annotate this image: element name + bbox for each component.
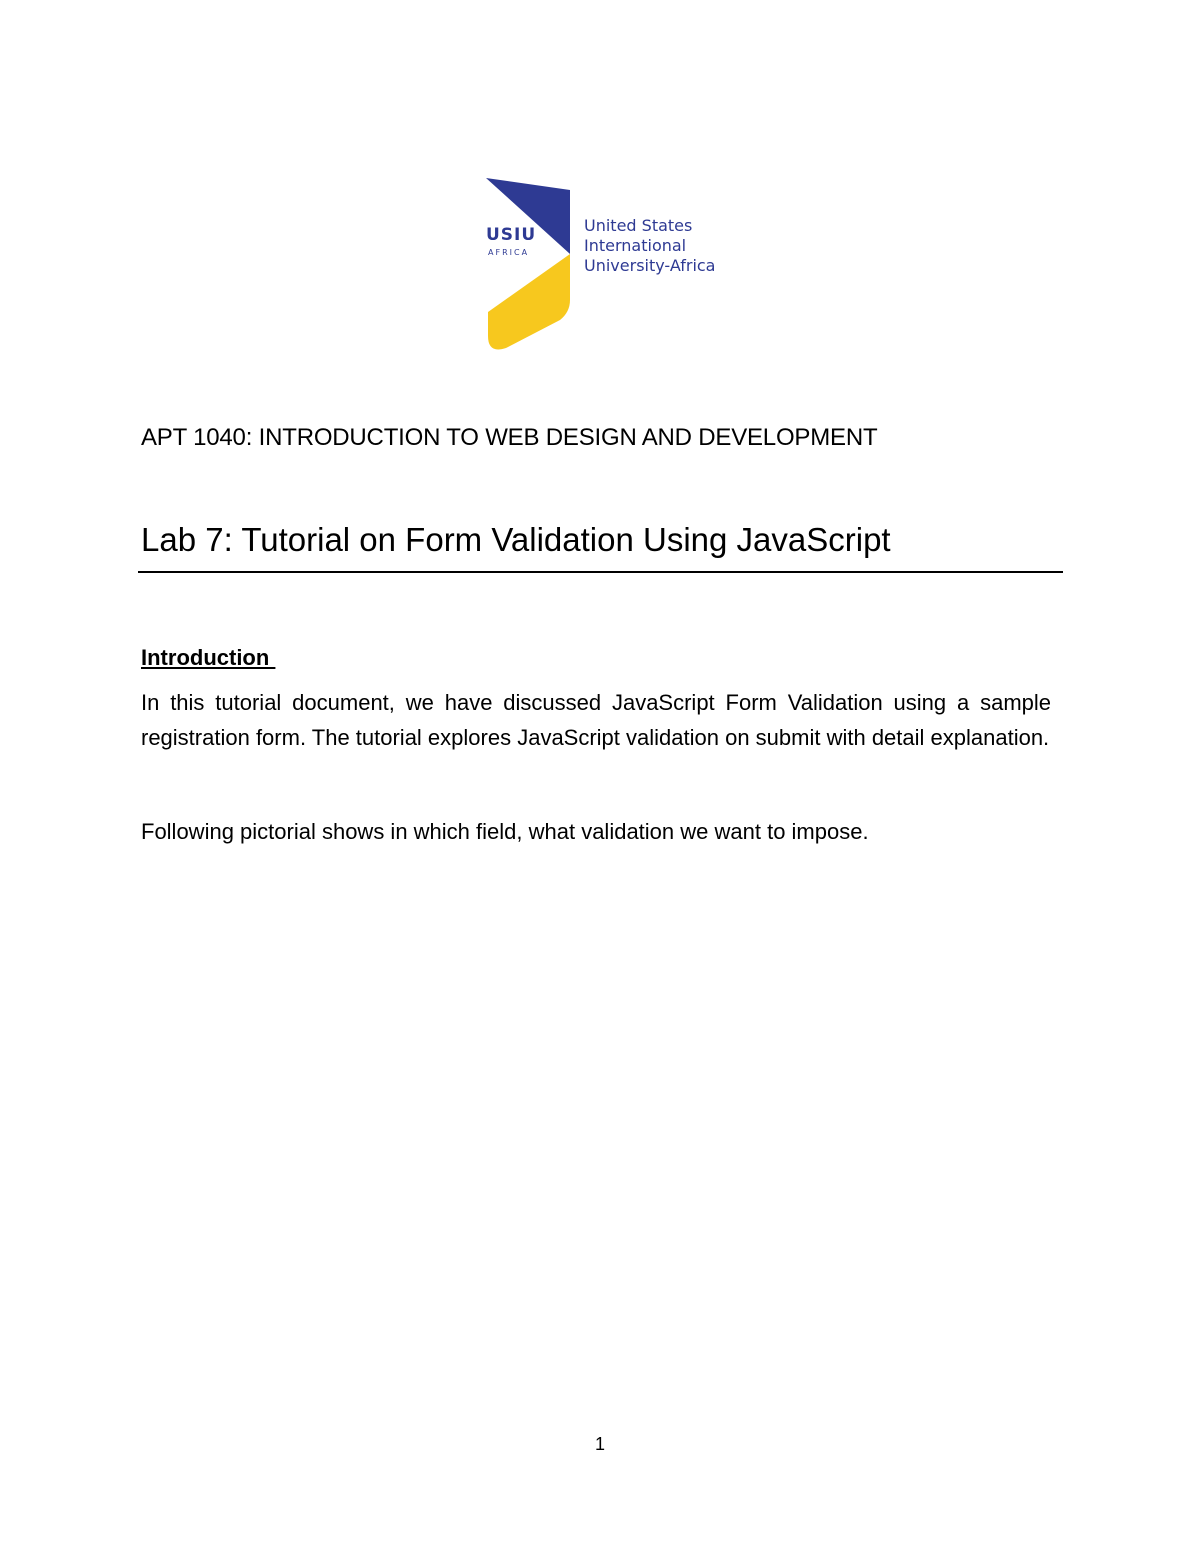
pictorial-paragraph: Following pictorial shows in which field, what validation we want to impose. <box>141 819 869 844</box>
emblem-subtext: AFRICA <box>488 248 530 257</box>
university-name-line-3: University-Africa <box>584 256 716 275</box>
usiu-logo <box>484 176 734 352</box>
university-name <box>584 216 715 276</box>
university-name-line-1: United States <box>584 216 693 235</box>
intro-paragraph: In this tutorial document, we have discussed JavaScript Form Validation using a sample registration form. The tutorial explores JavaScript validation on submit with detail explanation. <box>141 690 1051 750</box>
page-number: 1 <box>594 1434 605 1454</box>
emblem-text: USIU <box>486 225 537 245</box>
usiu-emblem <box>484 176 584 352</box>
course-title: APT 1040: INTRODUCTION TO WEB DESIGN AND DEVELOPMENT <box>141 424 878 451</box>
lab-title: Lab 7: Tutorial on Form Validation Using JavaScript <box>141 521 891 558</box>
university-name-line-2: International <box>584 236 687 255</box>
emblem-yellow-shape <box>488 254 570 350</box>
introduction-heading: Introduction <box>141 645 276 670</box>
title-underline-rule <box>138 571 1063 573</box>
